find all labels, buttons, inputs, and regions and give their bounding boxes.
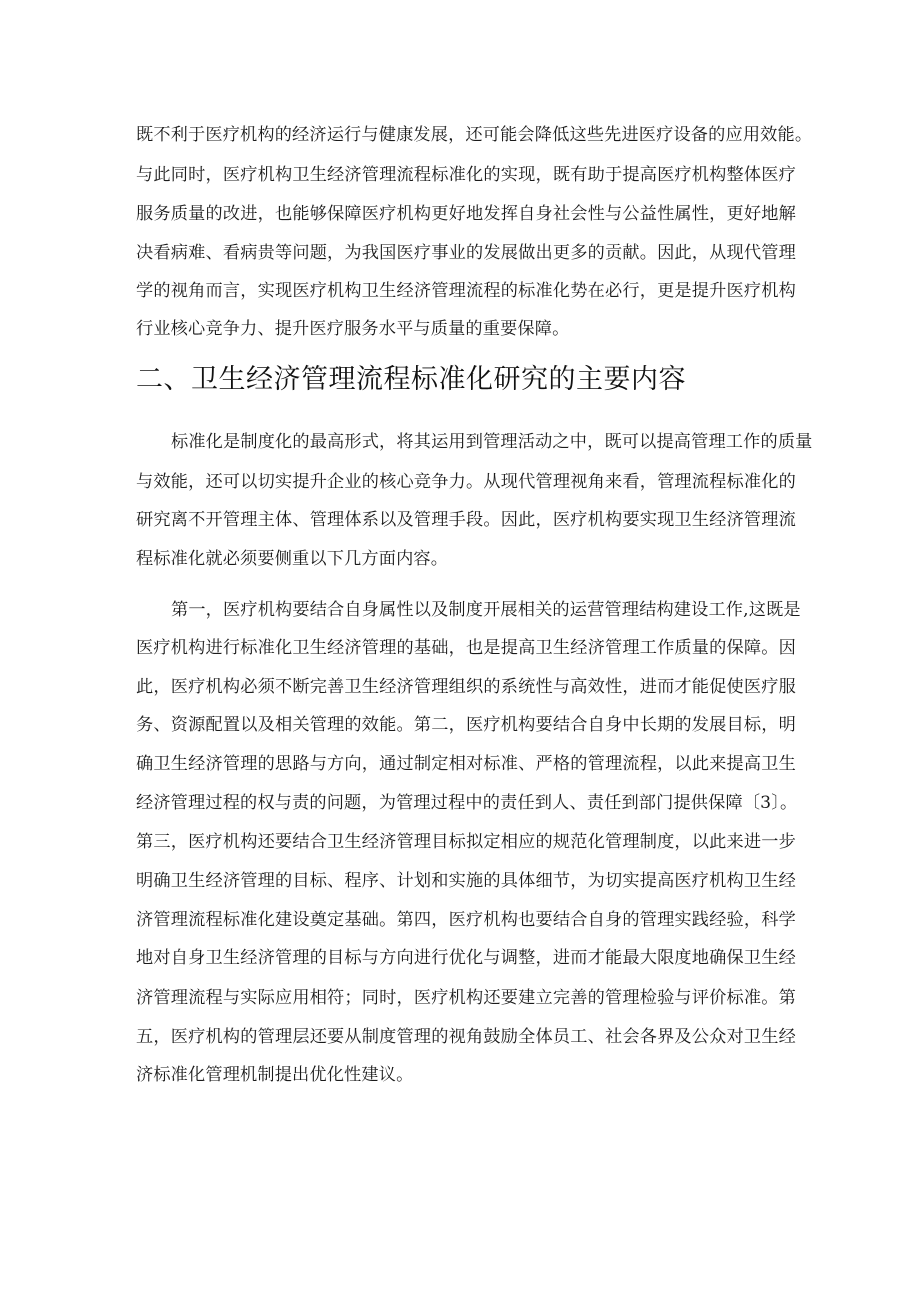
paragraph-line: 既不利于医疗机构的经济运行与健康发展，还可能会降低这些先进医疗设备的应用效能。 bbox=[136, 125, 813, 145]
paragraph-line: 此，医疗机构必须不断完善卫生经济管理组织的系统性与高效性，进而才能促使医疗服 bbox=[136, 677, 796, 697]
paragraph-line: 与效能，还可以切实提升企业的核心竞争力。从现代管理视角来看，管理流程标准化的 bbox=[136, 472, 796, 492]
paragraph-line: 务、资源配置以及相关管理的效能。第二，医疗机构要结合自身中长期的发展目标，明 bbox=[136, 715, 796, 735]
paragraph-line: 第一，医疗机构要结合自身属性以及制度开展相关的运营管理结构建设工作,这既是 bbox=[171, 600, 801, 620]
paragraph-line: 服务质量的改进，也能够保障医疗机构更好地发挥自身社会性与公益性属性，更好地解 bbox=[136, 204, 796, 224]
paragraph-line: 明确卫生经济管理的目标、程序、计划和实施的具体细节，为切实提高医疗机构卫生经 bbox=[136, 871, 796, 891]
paragraph-line: 医疗机构进行标准化卫生经济管理的基础，也是提高卫生经济管理工作质量的保障。因 bbox=[136, 638, 796, 658]
paragraph-line: 济管理流程与实际应用相符；同时，医疗机构还要建立完善的管理检验与评价标准。第 bbox=[136, 988, 796, 1008]
paragraph-line: 标准化是制度化的最高形式，将其运用到管理活动之中，既可以提高管理工作的质量 bbox=[171, 432, 813, 452]
paragraph-line: 经济管理过程的权与责的问题，为管理过程中的责任到人、责任到部门提供保障〔3〕。 bbox=[136, 793, 798, 813]
paragraph-line: 学的视角而言，实现医疗机构卫生经济管理流程的标准化势在必行，更是提升医疗机构 bbox=[136, 281, 796, 301]
paragraph-line: 地对自身卫生经济管理的目标与方向进行优化与调整，进而才能最大限度地确保卫生经 bbox=[136, 948, 796, 968]
paragraph-line: 决看病难、看病贵等问题，为我国医疗事业的发展做出更多的贡献。因此，从现代管理 bbox=[136, 243, 796, 263]
paragraph-line: 济标准化管理机制提出优化性建议。 bbox=[136, 1065, 414, 1085]
paragraph-line: 五，医疗机构的管理层还要从制度管理的视角鼓励全体员工、社会各界及公众对卫生经 bbox=[136, 1027, 796, 1047]
paragraph-line: 确卫生经济管理的思路与方向，通过制定相对标准、严格的管理流程，以此来提高卫生 bbox=[136, 754, 796, 774]
section-heading: 二、卫生经济管理流程标准化研究的主要内容 bbox=[136, 364, 686, 395]
paragraph-line: 第三，医疗机构还要结合卫生经济管理目标拟定相应的规范化管理制度，以此来进一步 bbox=[136, 832, 796, 852]
paragraph-line: 行业核心竞争力、提升医疗服务水平与质量的重要保障。 bbox=[136, 319, 570, 339]
paragraph-line: 研究离不开管理主体、管理体系以及管理手段。因此，医疗机构要实现卫生经济管理流 bbox=[136, 510, 796, 530]
paragraph-line: 济管理流程标准化建设奠定基础。第四，医疗机构也要结合自身的管理实践经验，科学 bbox=[136, 910, 796, 930]
paragraph-line: 程标准化就必须要侧重以下几方面内容。 bbox=[136, 549, 449, 569]
paragraph-line: 与此同时，医疗机构卫生经济管理流程标准化的实现，既有助于提高医疗机构整体医疗 bbox=[136, 165, 796, 185]
